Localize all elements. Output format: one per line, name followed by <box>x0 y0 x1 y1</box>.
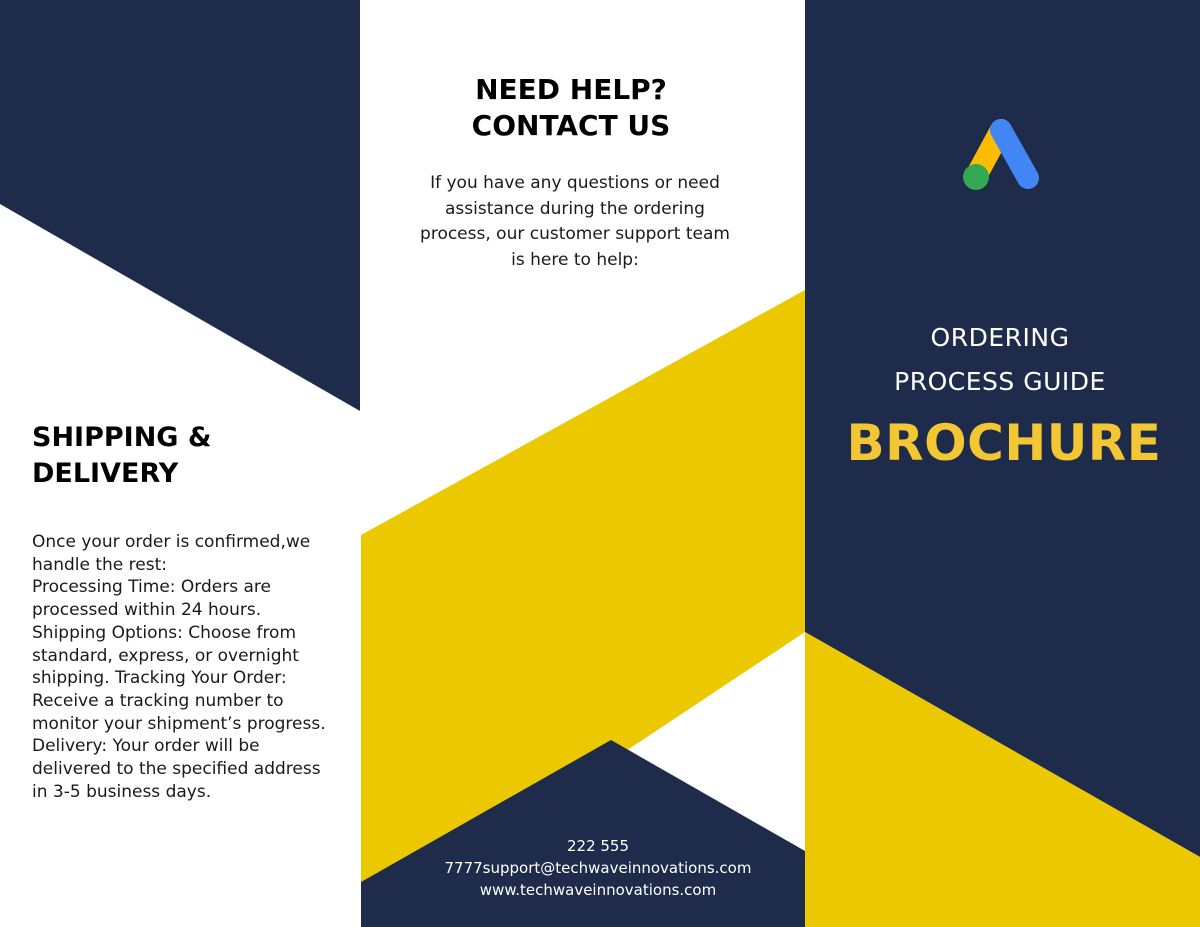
left-body-line: processed within 24 hours. <box>32 600 262 621</box>
left-navy-wedge <box>0 0 360 411</box>
left-body-line: Once your order is confirmed,we <box>32 532 311 552</box>
left-body-line: delivered to the specified address <box>32 759 321 780</box>
mid-title-line-2: CONTACT US <box>471 109 671 142</box>
contact-website: www.techwaveinnovations.com <box>479 881 717 899</box>
subtitle-line-1: ORDERING <box>930 323 1070 352</box>
contact-body <box>410 171 740 273</box>
contact-phone: 222 555 <box>566 837 630 855</box>
left-body-line: Processing Time: Orders are <box>32 577 271 598</box>
mid-body-line: If you have any questions or need <box>430 173 720 193</box>
mid-body-line: assistance during the ordering <box>445 198 705 219</box>
mid-body-line: is here to help: <box>511 249 639 270</box>
left-body-line: handle the rest: <box>32 554 167 575</box>
subtitle-line-2: PROCESS GUIDE <box>894 367 1106 396</box>
mid-title-line-1: NEED HELP? <box>475 73 667 106</box>
left-body-line: shipping. Tracking Your Order: <box>32 668 287 689</box>
ads-logo-icon <box>958 112 1048 196</box>
left-title-line-1: SHIPPING & <box>32 422 212 453</box>
mid-body-line: process, our customer support team <box>420 224 730 244</box>
left-body-line: in 3-5 business days. <box>32 781 212 802</box>
shipping-delivery-title <box>32 420 332 492</box>
left-body-line: Shipping Options: Choose from <box>32 622 297 643</box>
left-body-line: Delivery: Your order will be <box>32 736 260 757</box>
contact-email: 7777support@techwaveinnovations.com <box>444 859 752 877</box>
left-body-line: Receive a tracking number to <box>32 690 284 711</box>
left-body-line: standard, express, or overnight <box>32 645 299 666</box>
brochure-title: BROCHURE <box>846 414 1162 472</box>
contact-title <box>420 72 722 144</box>
shipping-delivery-body <box>32 531 342 803</box>
left-body-line: monitor your shipment’s progress. <box>32 713 326 734</box>
brochure-subtitle <box>840 316 1160 404</box>
left-title-line-2: DELIVERY <box>32 458 179 489</box>
contact-details <box>400 835 796 901</box>
